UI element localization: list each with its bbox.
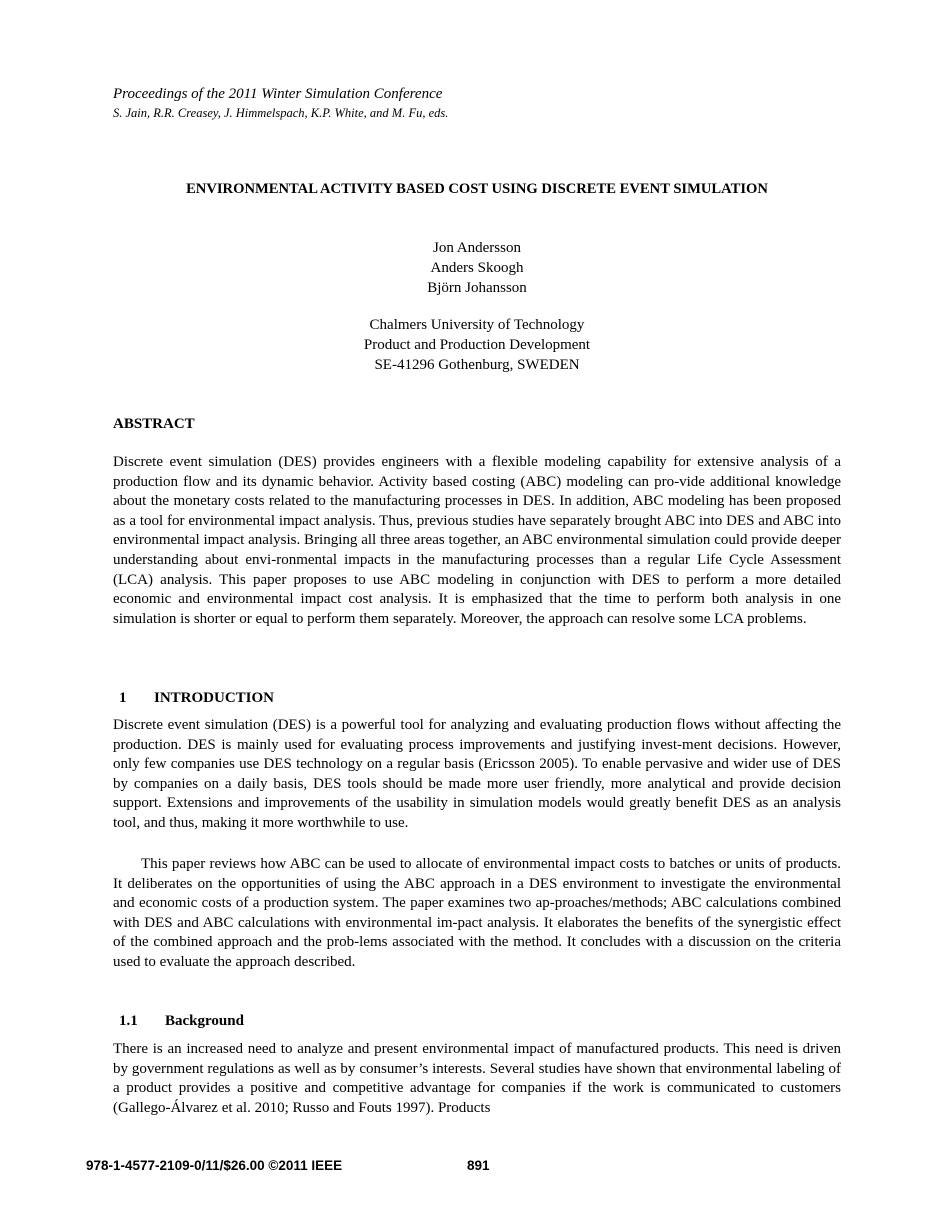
footer-copyright: 978-1-4577-2109-0/11/$26.00 ©2011 IEEE — [86, 1158, 343, 1173]
author-name: Jon Andersson — [433, 240, 521, 256]
page-number: 891 — [467, 1158, 490, 1173]
proceedings-title: Proceedings of the 2011 Winter Simulation Conference — [113, 86, 443, 102]
section-heading-background — [119, 1011, 244, 1031]
paper-title: ENVIRONMENTAL ACTIVITY BASED COST USING DISCRETE EVENT SIMULATION — [186, 181, 768, 197]
editors-line: S. Jain, R.R. Creasey, J. Himmelspach, K.P. White, and M. Fu, eds. — [113, 106, 449, 120]
author-list — [113, 238, 841, 298]
affiliation-line: Product and Production Development — [363, 337, 591, 353]
author-name: Anders Skoogh — [430, 260, 524, 276]
introduction-paragraph: Discrete event simulation (DES) is a powerful tool for analyzing and evaluating production flows without affecting the production. DES is mainly used for evaluating process improvements and justifying invest-ment decisions. However, only few companies use DES technology on a regular basis (Ericsson 2005). To enable pervasive and wider use of DES by companies on a daily basis, DES tools should be made more user friendly, more analytical and provide decision support. Extensions and improvements of the usability in simulation models would greatly benefit DES as an analysis tool, and thus, making it more worthwhile to use. — [113, 717, 841, 831]
author-name: Björn Johansson — [427, 280, 527, 296]
section-title: Background — [165, 1013, 244, 1029]
section-title: INTRODUCTION — [154, 690, 275, 706]
abstract-heading: ABSTRACT — [113, 416, 195, 432]
affiliation-block — [113, 315, 841, 375]
affiliation-line: SE-41296 Gothenburg, SWEDEN — [374, 357, 580, 373]
abstract-text: Discrete event simulation (DES) provides engineers with a flexible modeling capability for extensive analysis of a production flow and its dynamic behavior. Activity based costing (ABC) modeling can pro-vide additional knowledge about the monetary costs related to the manufacturing processes in DES. In addition, ABC modeling has been proposed as a tool for environmental impact analysis. Thus, previous studies have separately brought ABC into DES and ABC into environmental impact analysis. Bringing all three areas together, an ABC environmental simulation could provide deeper understanding about envi-ronmental impacts in the manufacturing processes than a regular Life Cycle Assessment (LCA) analysis. This paper proposes to use ABC modeling in conjunction with DES to perform a more detailed economic and environmental impact cost analysis. It is emphasized that the time to perform both analysis in one simulation is shorter or equal to perform them separately. Moreover, the approach can resolve some LCA problems. — [113, 454, 841, 627]
section-number: 1.1 — [119, 1013, 138, 1029]
background-paragraph: There is an increased need to analyze and present environmental impact of manufactured products. This need is driven by government regulations as well as by consumer’s interests. Several studies have shown that environmental labeling of a product provides a positive and competitive advantage for companies if the work is communicated to customers (Gallego-Álvarez et al. 2010; Russo and Fouts 1997). Products — [113, 1041, 841, 1116]
section-heading-introduction — [119, 688, 274, 708]
section-number: 1 — [119, 690, 127, 706]
introduction-paragraph: This paper reviews how ABC can be used to allocate of environmental impact costs to batches or units of products. It deliberates on the opportunities of using the ABC approach in a DES environment to investigate the environmental and economic costs of a production system. The paper examines two ap-proaches/methods; ABC calculations combined with DES and ABC calculations with environmental im-pact analysis. It elaborates the benefits of the synergistic effect of the combined approach and the prob-lems associated with the method. It concludes with a discussion on the criteria used to evaluate the approach described. — [113, 856, 841, 970]
affiliation-line: Chalmers University of Technology — [369, 317, 585, 333]
